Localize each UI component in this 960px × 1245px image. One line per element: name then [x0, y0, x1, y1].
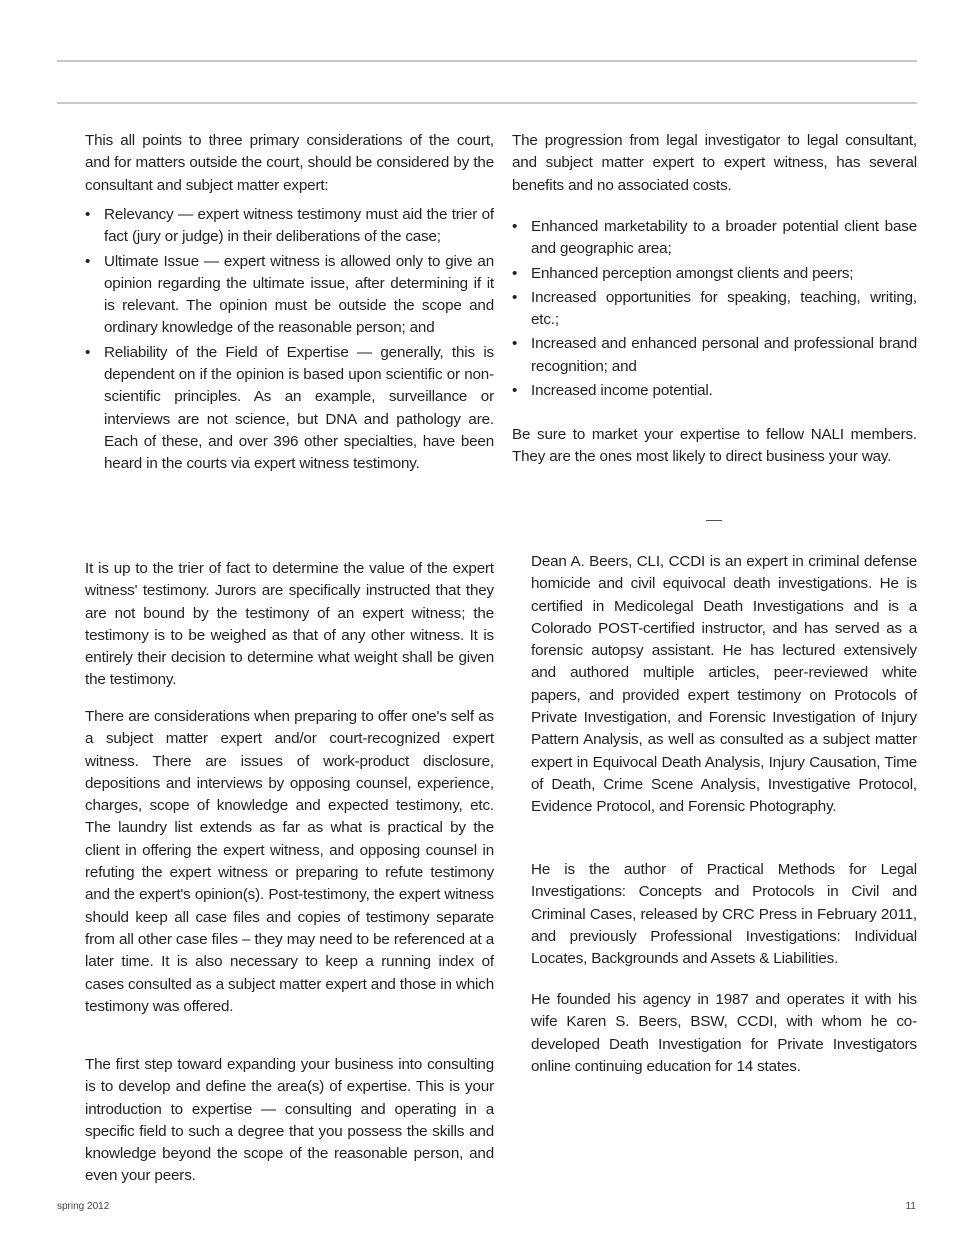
- right-intro-paragraph: The progression from legal investigator to legal consultant, and subject matter expert to expert witness, has several benefits and no associated costs.: [512, 132, 917, 194]
- list-item: • Reliability of the Field of Expertise — generally, this is dependent on if the opinion is based upon scientific or non-scientific principles. As an example, surveillance or interviews are not science, but DNA and pathology are. Each of these, and over 396 other specialties, have been heard in the courts via expert witness testimony.: [85, 342, 494, 476]
- author-bio-2: He is the author of Practical Methods for Legal Investigations: Concepts and Protocols in Civil and Criminal Cases, released by CRC Press in February 2011, and previously Professional Investigations: Individual Locates, Backgrounds and Assets & Liabilities.: [531, 861, 917, 968]
- left-paragraph-3: There are considerations when preparing to offer one's self as a subject matter expert and/or court-recognized expert witness. There are issues of work-product disclosure, depositions and interviews by opposing counsel, experience, charges, scope of knowledge and expected testimony, etc. The laundry list extends as far as what is practical by the client in offering the expert witness, and opposing counsel in refuting the expert witness or preparing to refute testimony and the expert's opinion(s). Post-testimony, the expert witness should keep all case files and copies of testimony separate from all other case files – they may need to be referenced at a later time. It is also necessary to keep a running index of cases consulted as a subject matter expert and those in which testimony was offered.: [85, 708, 494, 1015]
- left-paragraph-4: The first step toward expanding your business into consulting is to develop and define the area(s) of expertise. This is your introduction to expertise — consulting and operating in a specific field to such a degree that you possess the skills and knowledge beyond the scope of the reasonable person, and even your peers.: [85, 1056, 494, 1185]
- list-item: • Ultimate Issue — expert witness is allowed only to give an opinion regarding the ultimate issue, after determining if it is relevant. The opinion must be outside the scope and ordinary knowledge of the reasonable person; and: [85, 251, 494, 340]
- list-item: • Enhanced perception amongst clients and peers;: [512, 263, 917, 285]
- list-item: • Enhanced marketability to a broader potential client base and geographic area;: [512, 216, 917, 261]
- list-item: • Increased and enhanced personal and professional brand recognition; and: [512, 333, 917, 378]
- header-rule-bottom: [57, 102, 917, 104]
- considerations-list: [85, 204, 494, 478]
- right-paragraph-2: Be sure to market your expertise to fellow NALI members. They are the ones most likely to direct business your way.: [512, 426, 917, 466]
- header-rule-top: [57, 60, 917, 62]
- author-bio-1: Dean A. Beers, CLI, CCDI is an expert in criminal defense homicide and civil equivocal death investigations. He is certified in Medicolegal Death Investigations and is a Colorado POST-certified instructor, and has served as a forensic autopsy assistant. He has lectured extensively and authored multiple articles, peer-reviewed white papers, and provided expert testimony on Protocols of Private Investigation, and Forensic Investigation of Injury Pattern Analysis, as well as consulted as a subject matter expert in Equivocal Death Analysis, Injury Causation, Time of Death, Crime Scene Analysis, Investigative Protocol, Evidence Protocol, and Forensic Photography.: [531, 553, 917, 816]
- left-paragraph-2: It is up to the trier of fact to determine the value of the expert witness' testimony. Jurors are specifically instructed that they are not bound by the testimony of an expert witness; the testimony is to be weighed as that of any other witness. It is entirely their decision to determine what weight shall be given the testimony.: [85, 560, 494, 689]
- benefits-list: [512, 216, 917, 404]
- left-intro-paragraph: This all points to three primary considerations of the court, and for matters outside the court, should be considered by the consultant and subject matter expert:: [85, 132, 494, 194]
- list-item: • Relevancy — expert witness testimony must aid the trier of fact (jury or judge) in their deliberations of the case;: [85, 204, 494, 249]
- list-item: • Increased income potential.: [512, 380, 917, 402]
- section-divider: [706, 520, 722, 521]
- author-bio-3: He founded his agency in 1987 and operates it with his wife Karen S. Beers, BSW, CCDI, with whom he co-developed Death Investigation for Private Investigators online continuing education for 14 states.: [531, 991, 917, 1075]
- footer-issue: spring 2012: [57, 1201, 110, 1212]
- list-item: • Increased opportunities for speaking, teaching, writing, etc.;: [512, 287, 917, 332]
- page-number: 11: [905, 1201, 916, 1212]
